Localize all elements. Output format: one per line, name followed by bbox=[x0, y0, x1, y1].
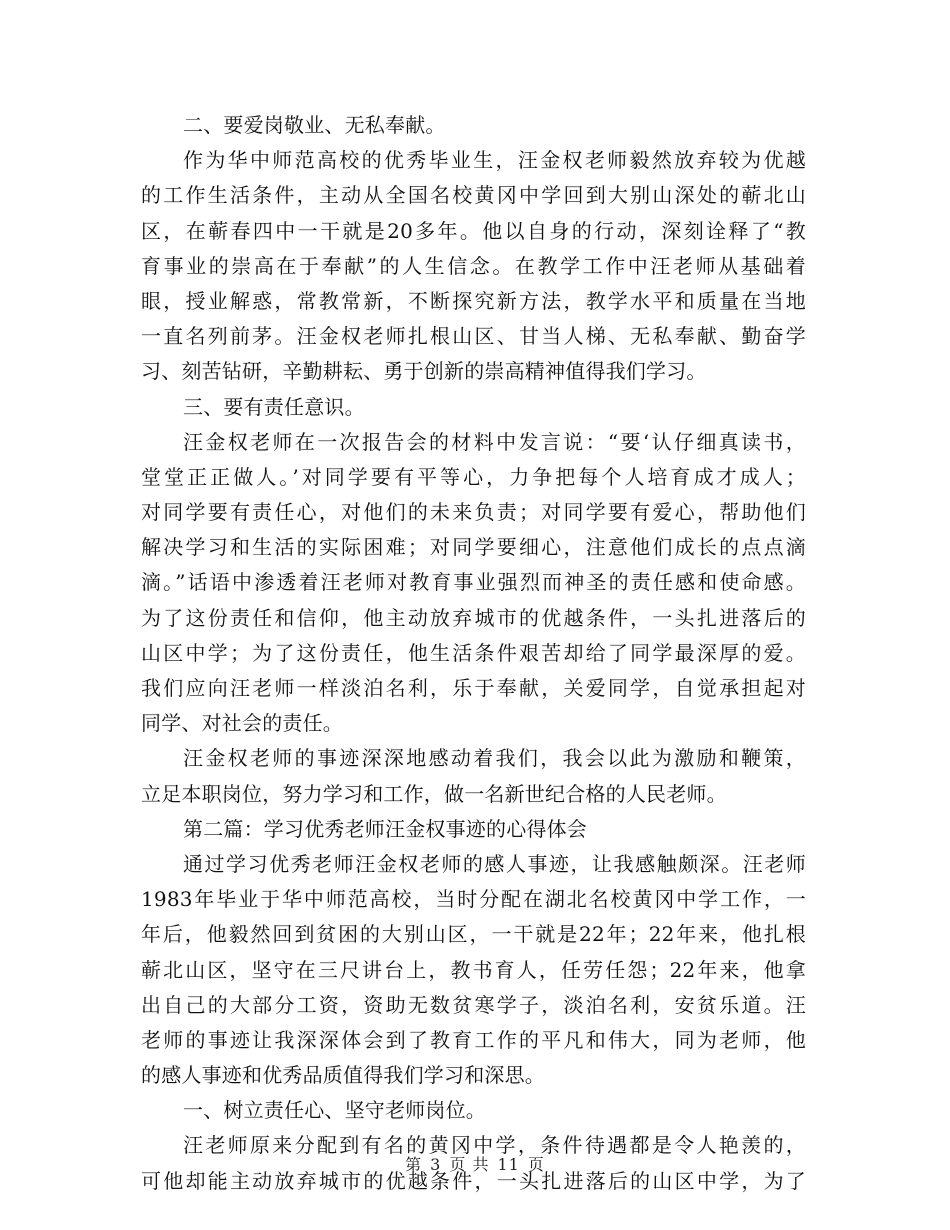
section-heading-1: 一、树立责任心、坚守老师岗位。 bbox=[183, 1098, 486, 1123]
article-title: 第二篇：学习优秀老师汪金权事迹的心得体会 bbox=[183, 816, 587, 841]
footer-middle: 页 共 bbox=[449, 1155, 490, 1174]
section-heading-2: 二、要爱岗敬业、无私奉献。 bbox=[183, 113, 446, 137]
footer-page-number: 3 bbox=[430, 1155, 442, 1174]
paragraph-line: 为了这份责任和信仰，他主动放弃城市的优越条件，一头扎进落后的 bbox=[141, 605, 806, 630]
footer-total-pages: 11 bbox=[497, 1155, 520, 1174]
footer-suffix: 页 bbox=[527, 1155, 545, 1174]
paragraph-line: 1983年毕业于华中师范高校，当时分配在湖北名校黄冈中学工作，一 bbox=[141, 887, 806, 912]
paragraph-line: 对同学要有责任心，对他们的未来负责；对同学要有爱心，帮助他们 bbox=[141, 500, 806, 525]
paragraph-line: 育事业的崇高在于奉献”的人生信念。在教学工作中汪老师从基础着 bbox=[141, 253, 806, 278]
footer-prefix: 第 bbox=[405, 1155, 423, 1174]
paragraph-line: 汪金权老师在一次报告会的材料中发言说：“要‘认仔细真读书， bbox=[183, 429, 806, 454]
paragraph-line: 作为华中师范高校的优秀毕业生，汪金权老师毅然放弃较为优越 bbox=[183, 148, 806, 173]
paragraph-line: 我们应向汪老师一样淡泊名利，乐于奉献，关爱同学，自觉承担起对 bbox=[141, 676, 806, 700]
paragraph-line: 的感人事迹和优秀品质值得我们学习和深思。 bbox=[141, 1063, 545, 1088]
paragraph-line: 老师的事迹让我深深体会到了教育工作的平凡和伟大，同为老师，他 bbox=[141, 1027, 806, 1052]
paragraph-line: 滴。”话语中渗透着汪老师对教育事业强烈而神圣的责任感和使命感。 bbox=[141, 570, 806, 595]
paragraph-line: 汪金权老师的事迹深深地感动着我们，我会以此为激励和鞭策， bbox=[183, 746, 806, 771]
paragraph-line: 出自己的大部分工资，资助无数贫寒学子，淡泊名利，安贫乐道。汪 bbox=[141, 992, 806, 1017]
paragraph-line: 区，在蕲春四中一干就是20多年。他以自身的行动，深刻诠释了“教 bbox=[141, 218, 806, 243]
paragraph-line: 同学、对社会的责任。 bbox=[141, 711, 343, 736]
paragraph-line: 的工作生活条件，主动从全国名校黄冈中学回到大别山深处的蕲北山 bbox=[141, 183, 806, 208]
paragraph-line: 解决学习和生活的实际困难；对同学要细心，注意他们成长的点点滴 bbox=[141, 535, 806, 560]
paragraph-line: 眼，授业解惑，常教常新，不断探究新方法，教学水平和质量在当地 bbox=[141, 288, 806, 313]
paragraph-line: 一直名列前茅。汪金权老师扎根山区、甘当人梯、无私奉献、勤奋学 bbox=[141, 324, 806, 349]
paragraph-line: 汪老师原来分配到有名的黄冈中学，条件待遇都是令人艳羡的， bbox=[183, 1133, 806, 1158]
paragraph-line: 立足本职岗位，努力学习和工作，做一名新世纪合格的人民老师。 bbox=[141, 781, 727, 806]
paragraph-line: 蕲北山区，坚守在三尺讲台上，教书育人，任劳任怨；22年来，他拿 bbox=[141, 957, 806, 982]
paragraph-line: 年后，他毅然回到贫困的大别山区，一干就是22年；22年来，他扎根 bbox=[141, 922, 806, 947]
paragraph-line: 习、刻苦钻研，辛勤耕耘、勇于创新的崇高精神值得我们学习。 bbox=[141, 359, 707, 384]
page-footer bbox=[0, 1152, 950, 1175]
paragraph-line: 可他却能主动放弃城市的优越条件，一头扎进落后的山区中学，为了 bbox=[141, 1168, 806, 1193]
section-heading-3: 三、要有责任意识。 bbox=[183, 394, 365, 419]
paragraph-line: 山区中学；为了这份责任，他生活条件艰苦却给了同学最深厚的爱。 bbox=[141, 640, 806, 665]
paragraph-line: 堂堂正正做人。’对同学要有平等心，力争把每个人培育成才成人； bbox=[141, 464, 806, 489]
paragraph-line: 通过学习优秀老师汪金权老师的感人事迹，让我感触颇深。汪老师 bbox=[183, 851, 806, 876]
document-body bbox=[141, 108, 806, 1199]
